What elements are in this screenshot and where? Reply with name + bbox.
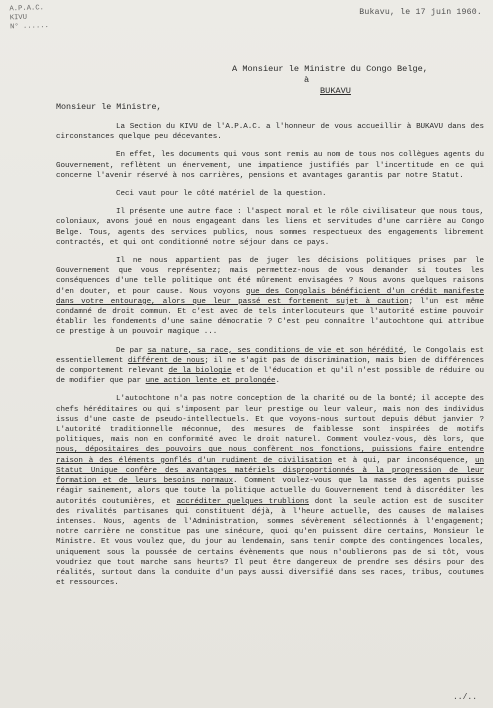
recipient-line-1: A Monsieur le Ministre du Congo Belge, — [232, 64, 428, 74]
text-run: Ceci vaut pour le côté matériel de la question. — [116, 190, 327, 199]
body-paragraph — [56, 394, 484, 588]
dateline: Bukavu, le 17 juin 1960. — [359, 8, 482, 17]
text-run: L'autochtone n'a pas notre conception de la charité ou de la bonté; il accepte des chefs héréditaires ou qui s'imposent par leur prestige ou leur valeur, mais non des individus issus d'une caste de pseudo-intellectuels. Et que voyons-nous surtout depuis début janvier ? L'autorité traditionnelle méconnue, des mesures de faiblesse sont inspirées de motifs politiques, mais non en conformité avec le droit naturel. Comment voulez-vous, dès lors, que — [56, 395, 484, 445]
text-run: . — [275, 377, 280, 386]
text-run: ; il ne s'agit pas de discrimination, mais bien de différences de comportement relevant — [56, 356, 484, 376]
text-run: Il présente une autre face : l'aspect moral et le rôle civilisateur que nous tous, coloniaux, avons joué en nous engageant dans les liens et servitudes d'une carrière au Congo Belge. Tous, agents des services publics, nous sommes respectueux des engagements librement contractés, et qui ont conditionné notre séjour dans ce pays. — [56, 208, 484, 247]
underlined-phrase: un Statut Unique confère des avantages matériels disproportionnés à la progression de leur formation et de leurs besoins normaux — [56, 456, 484, 486]
office-stamp — [9, 3, 88, 46]
text-run: et à qui, par inconséquence, — [331, 456, 476, 465]
text-run: En effet, les documents qui vous sont remis au nom de tous nos collègues agents du Gouvernement, reflètent un énervement, une impatience justifiés par l'incertitude en ce qui concerne l'avenir réservé à nos carrières, pensions et avantages garantis par notre Statut. — [56, 151, 484, 180]
body-paragraph — [56, 189, 484, 199]
text-run: dont la seule action est de susciter des rivalités partisanes qui constituent déjà, à l'heure actuelle, des causes de malaises intenses. Nous, agents de l'Administration, sommes sévèrement sélectionnés à l'engagement; notre carrière ne constitue pas une sinécure, quoi qu'en puissent dire certains, Monsieur le Ministre. Et vous voulez que, du jour au lendemain, sans tenir compte des contingences locales, uniquement sous la poussée de certains évènements que nous n'oublierons pas de si tôt, vous voudriez que tout marche sans heurts? Il peut être dangereux de prendre ses désirs pour des réalités, surtout dans la conduite d'un pays aussi diversifié dans ses races, tribus, coutumes et ressources. — [56, 497, 484, 588]
underlined-phrase: une action lente et prolongée — [145, 377, 276, 386]
body-paragraph — [56, 122, 484, 142]
text-run: et de l'éducation et qu'il n'est possible de réduire ou de modifier que par — [56, 367, 484, 386]
underlined-phrase: sa nature, sa race, ses conditions de vie et son hérédité — [147, 346, 404, 355]
stamp-line-3: N° ...... — [9, 22, 50, 32]
salutation: Monsieur le Ministre, — [56, 102, 162, 112]
underlined-phrase: que des Congolais bénéficient d'un crédit manifeste dans votre entourage, alors que leur passé est fortement sujet à caution — [56, 287, 484, 306]
body-paragraph — [56, 346, 484, 387]
recipient-block — [232, 64, 482, 97]
text-run: La Section du KIVU de l'A.P.A.C. a l'honneur de vous accueillir à BUKAVU dans des circonstances quelque peu décevantes. — [56, 123, 484, 142]
body-paragraph — [56, 256, 484, 338]
stamp-line-1: A.P.A.C. — [9, 4, 45, 14]
recipient-line-2: à — [304, 75, 310, 85]
recipient-city: BUKAVU — [320, 86, 351, 96]
letter-body — [56, 122, 484, 596]
text-run: . Comment voulez-vous que la masse des agents puisse réagir sainement, alors que toute la politique actuelle du Gouvernement tend à discréditer les autorités coutumières, et — [56, 477, 485, 506]
underlined-phrase: de la biologie — [168, 367, 232, 376]
text-run: De par — [116, 346, 148, 355]
underlined-phrase: accréditer quelques trublions — [176, 497, 309, 506]
underlined-phrase: différent de nous — [127, 356, 205, 365]
body-paragraph — [56, 207, 484, 248]
body-paragraph — [56, 150, 484, 181]
underlined-phrase: nous, dépositaires des pouvoirs que nous confèrent nos fonctions, puissions faire entendre raison à des éléments gonflés d'un rudiment de civilisation — [56, 446, 484, 465]
text-run: , le Congolais est essentiellement — [56, 346, 484, 365]
continuation-mark: ../.. — [452, 693, 477, 702]
text-run: Il ne nous appartient pas de juger les décisions politiques prises par le Gouvernement que vous représentez; mais permettez-nous de vous demander si toutes les conséquences d'une telle politique ont été mûrement envisagées ? Nous avons quelques raisons d'en douter, et pour cause. Nous voyons — [56, 257, 484, 296]
text-run: ; l'un est même condamné de droit commun. Et c'est avec de tels interlocuteurs que l'autorité estime pouvoir établir les fondements d'une saine démocratie ? C'est peu connaître l'autochtone qui attribue ce prestige à un pouvoir magique ... — [56, 297, 485, 337]
stamp-line-2: KIVU — [9, 13, 28, 23]
